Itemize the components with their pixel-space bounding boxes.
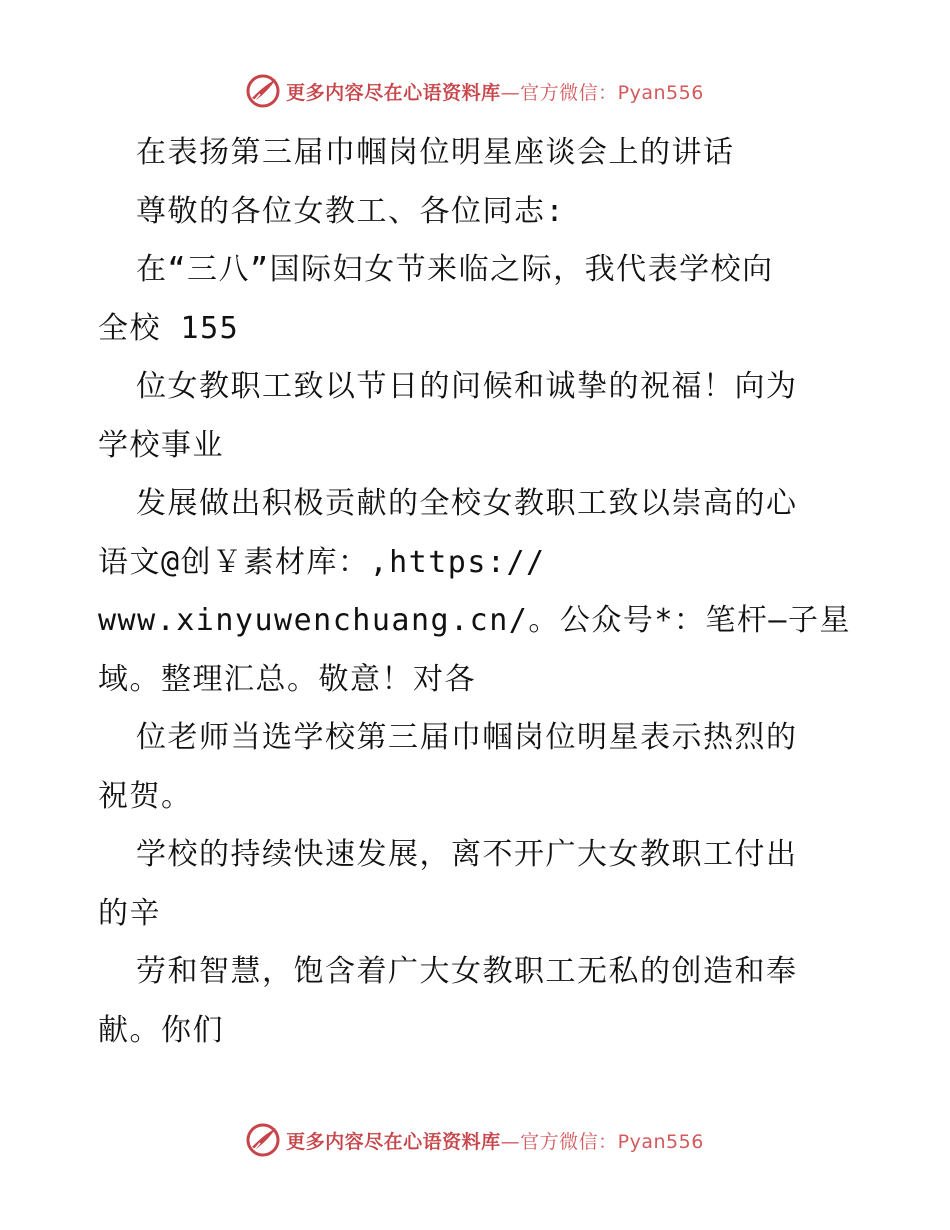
paragraph-line: 祝贺。 <box>98 778 193 814</box>
paragraph-line: 语文@创￥素材库：,https:// <box>98 544 546 580</box>
paragraph-line: 发展做出积极贡献的全校女教职工致以崇高的心 <box>136 486 798 521</box>
paragraph-line: 域。整理汇总。敬意！对各 <box>98 661 476 697</box>
header-banner <box>0 71 950 111</box>
salutation-line: 尊敬的各位女教工、各位同志: <box>136 193 566 229</box>
paragraph-line: 全校 155 <box>98 310 240 346</box>
quill-logo-icon <box>246 74 280 108</box>
paragraph-line: 在“三八”国际妇女节来临之际，我代表学校向 <box>136 252 774 287</box>
paragraph-line: 位老师当选学校第三届巾帼岗位明星表示热烈的 <box>136 720 798 755</box>
paragraph-line: 的辛 <box>98 895 161 931</box>
document-title: 在表扬第三届巾帼岗位明星座谈会上的讲话 <box>136 135 735 170</box>
paragraph-line: 学校事业 <box>98 427 224 463</box>
paragraph-line: 学校的持续快速发展，离不开广大女教职工付出 <box>136 837 798 872</box>
header-banner-contact: —官方微信：Pyan556 <box>500 81 704 104</box>
paragraph-line: 位女教职工致以节日的问候和诚挚的祝福！向为 <box>136 369 798 404</box>
header-banner-title: 更多内容尽在心语资料库 <box>286 81 501 104</box>
paragraph-line: 献。你们 <box>98 1012 224 1048</box>
paragraph-line: www.xinyuwenchuang.cn/。公众号*：笔杆—子星 <box>98 603 851 638</box>
footer-banner <box>0 1120 950 1160</box>
quill-logo-icon <box>246 1123 280 1157</box>
footer-banner-title: 更多内容尽在心语资料库 <box>286 1130 501 1153</box>
document-body <box>98 124 858 1060</box>
footer-banner-contact: —官方微信：Pyan556 <box>500 1130 704 1153</box>
paragraph-line: 劳和智慧，饱含着广大女教职工无私的创造和奉 <box>136 954 798 989</box>
